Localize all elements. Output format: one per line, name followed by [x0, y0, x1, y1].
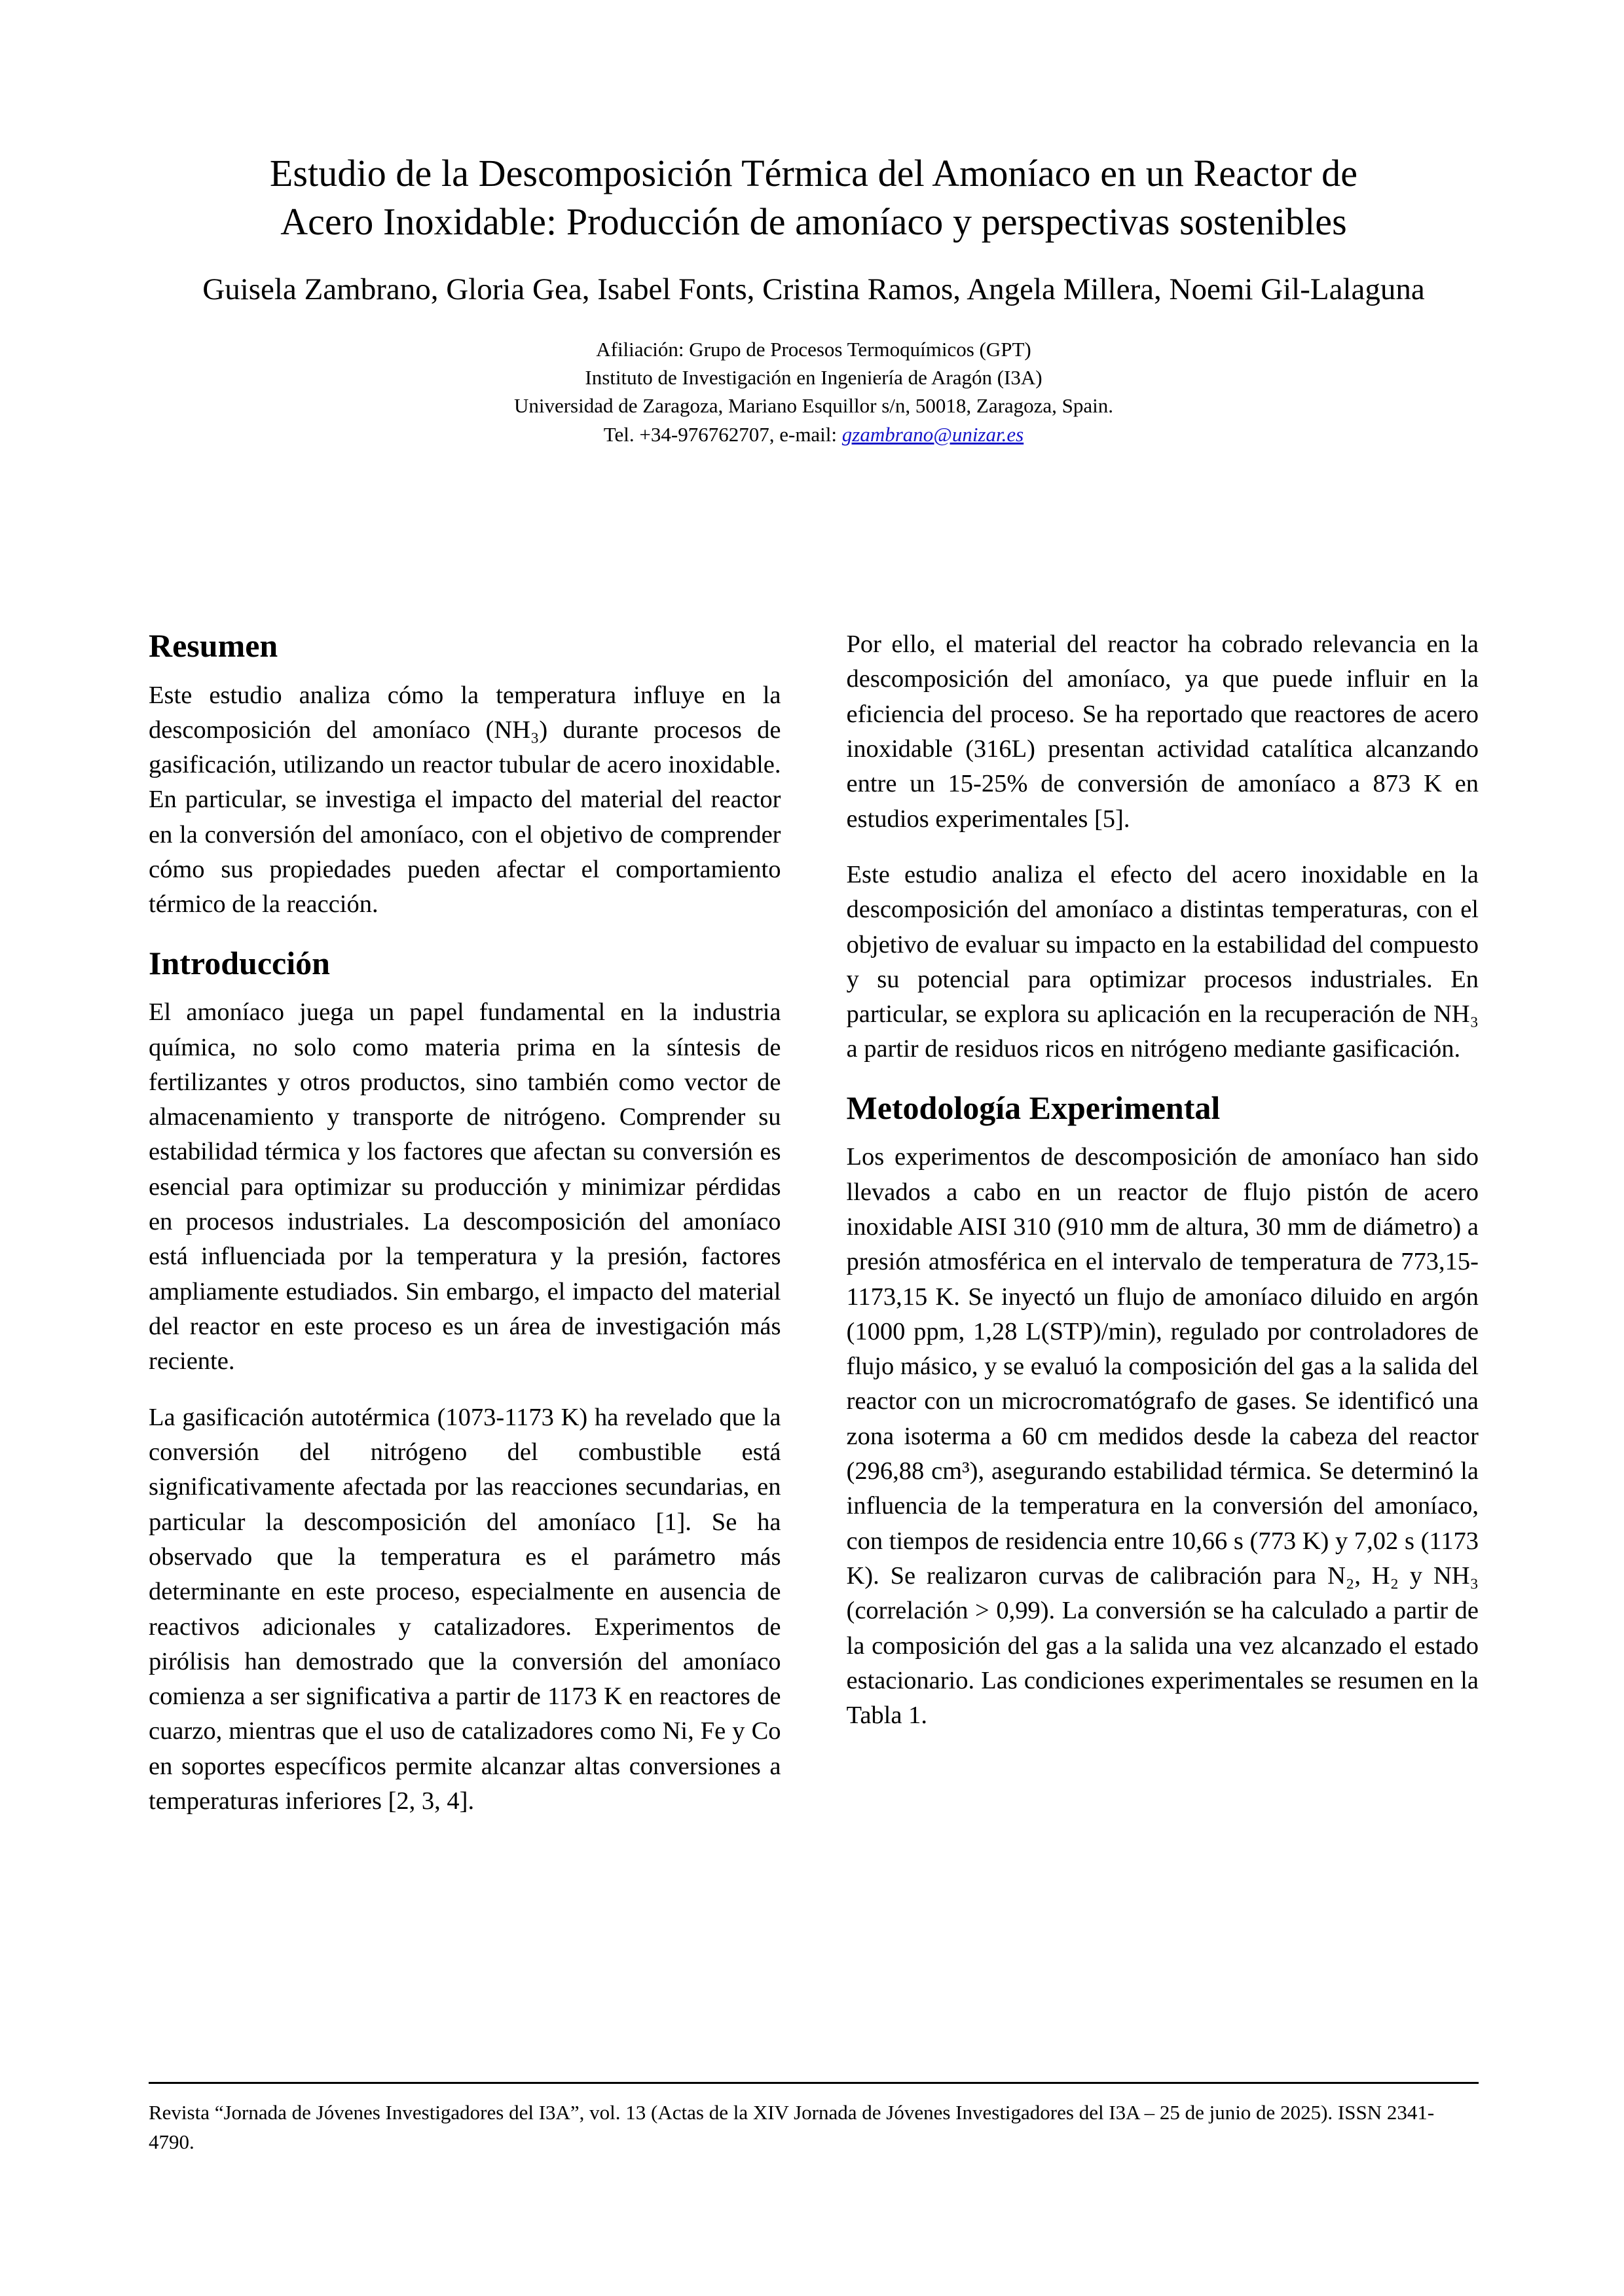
page-footer: [149, 2082, 1479, 2157]
paragraph-introduccion-2: La gasificación autotérmica (1073-1173 K) ha revelado que la conversión del nitrógeno del combustible está significativamente afectada por las reacciones secundarias, en particular la descomposición del amoníaco [1]. Se ha observado que la temperatura es el parámetro más determinante en este proceso, especialmente en ausencia de reactivos adicionales y catalizadores. Experimentos de pirólisis han demostrado que la conversión del amoníaco comienza a ser significativa a partir de 1173 K en reactores de cuarzo, mientras que el uso de catalizadores como Ni, Fe y Co en soportes específicos permite alcanzar altas conversiones a temperaturas inferiores [2, 3, 4].: [149, 1403, 781, 1815]
paragraph-introduccion-1: El amoníaco juega un papel fundamental en la industria química, no solo como materia prima en la síntesis de fertilizantes y otros productos, sino también como vector de almacenamiento y transporte de nitrógeno. Comprender su estabilidad térmica y los factores que afectan su conversión es esencial para optimizar su producción y minimizar pérdidas en procesos industriales. La descomposición del amoníaco está influenciada por la temperatura y la presión, factores ampliamente estudiados. Sin embargo, el impacto del material del reactor en este proceso es un área de investigación más reciente.: [149, 998, 781, 1376]
body-columns: [149, 627, 1479, 2054]
paragraph-metodologia-1: Los experimentos de descomposición de amoníaco han sido llevados a cabo en un reactor de flujo pistón de acero inoxidable AISI 310 (910 mm de altura, 30 mm de diámetro) a presión atmosférica en el intervalo de temperatura de 773,15-1173,15 K. Se inyectó un flujo de amoníaco diluido en argón (1000 ppm, 1,28 L(STP)/min), regulado por controladores de flujo másico, y se evaluó la composición del gas a la salida del reactor con un microcromatógrafo de gases. Se identificó una zona isoterma a 60 cm medidos desde la cabeza del reactor (296,88 cm³), asegurando estabilidad térmica. Se determinó la influencia de la temperatura en la conversión del amoníaco, con tiempos de residencia entre 10,66 s (773 K) y 7,02 s (1173 K). Se realizaron curvas de calibración para N₂, H₂ y NH₃ (correlación > 0,99). La conversión se ha calculado a partir de la composición del gas a la salida una vez alcanzado el estado estacionario. Las condiciones experimentales se resumen en la Tabla 1.: [846, 1143, 1479, 1730]
affiliation-line-1: Afiliación: Grupo de Procesos Termoquímicos (GPT): [596, 337, 1031, 361]
affiliation-line-2: Instituto de Investigación en Ingeniería de Aragón (I3A): [585, 365, 1043, 389]
footer-citation: Revista “Jornada de Jóvenes Investigadores del I3A”, vol. 13 (Actas de la XIV Jornada de Jóvenes Investigadores del I3A – 25 de junio de 2025). ISSN 2341-4790.: [149, 2101, 1435, 2153]
author-list: Guisela Zambrano, Gloria Gea, Isabel Fonts, Cristina Ramos, Angela Millera, Noemi Gil-Lalaguna: [202, 272, 1425, 307]
affiliation-line-3: Universidad de Zaragoza, Mariano Esquillor s/n, 50018, Zaragoza, Spain.: [513, 394, 1114, 418]
contact-prefix: Tel. +34-976762707, e-mail:: [603, 422, 842, 446]
paragraph-right-2: Este estudio analiza el efecto del acero inoxidable en la descomposición del amoníaco a distintas temperaturas, con el objetivo de evaluar su impacto en la estabilidad del compuesto y su potencial para optimizar procesos industriales. En particular, se explora su aplicación en la recuperación de NH₃ a partir de residuos ricos en nitrógeno mediante gasificación.: [846, 860, 1479, 1063]
section-heading-resumen: Resumen: [149, 627, 278, 664]
paragraph-resumen: Este estudio analiza cómo la temperatura influye en la descomposición del amoníaco (NH₃) durante procesos de gasificación, utilizando un reactor tubular de acero inoxidable. En particular, se investiga el impacto del material del reactor en la conversión del amoníaco, con el objetivo de comprender cómo sus propiedades pueden afectar el comportamiento térmico de la reacción.: [149, 681, 781, 919]
paragraph-right-1: Por ello, el material del reactor ha cobrado relevancia en la descomposición del amoníaco, ya que puede influir en la eficiencia del proceso. Se ha reportado que reactores de acero inoxidable (316L) presentan actividad catalítica alcanzando entre un 15-25% de conversión de amoníaco a 873 K en estudios experimentales [5].: [846, 630, 1479, 833]
section-heading-introduccion: Introducción: [149, 944, 330, 981]
left-column: [149, 627, 781, 2054]
footer-divider: [149, 2082, 1479, 2084]
section-heading-metodologia: Metodología Experimental: [846, 1089, 1221, 1126]
email-link[interactable]: gzambrano@unizar.es: [841, 422, 1024, 446]
document-header: [149, 149, 1479, 448]
affiliation-block: [149, 335, 1479, 449]
contact-line: [149, 420, 1479, 448]
right-column: [847, 627, 1479, 2054]
page-title: Estudio de la Descomposición Térmica del Amoníaco en un Reactor de Acero Inoxidable: Producción de amoníaco y perspectivas sostenibles: [269, 152, 1358, 244]
